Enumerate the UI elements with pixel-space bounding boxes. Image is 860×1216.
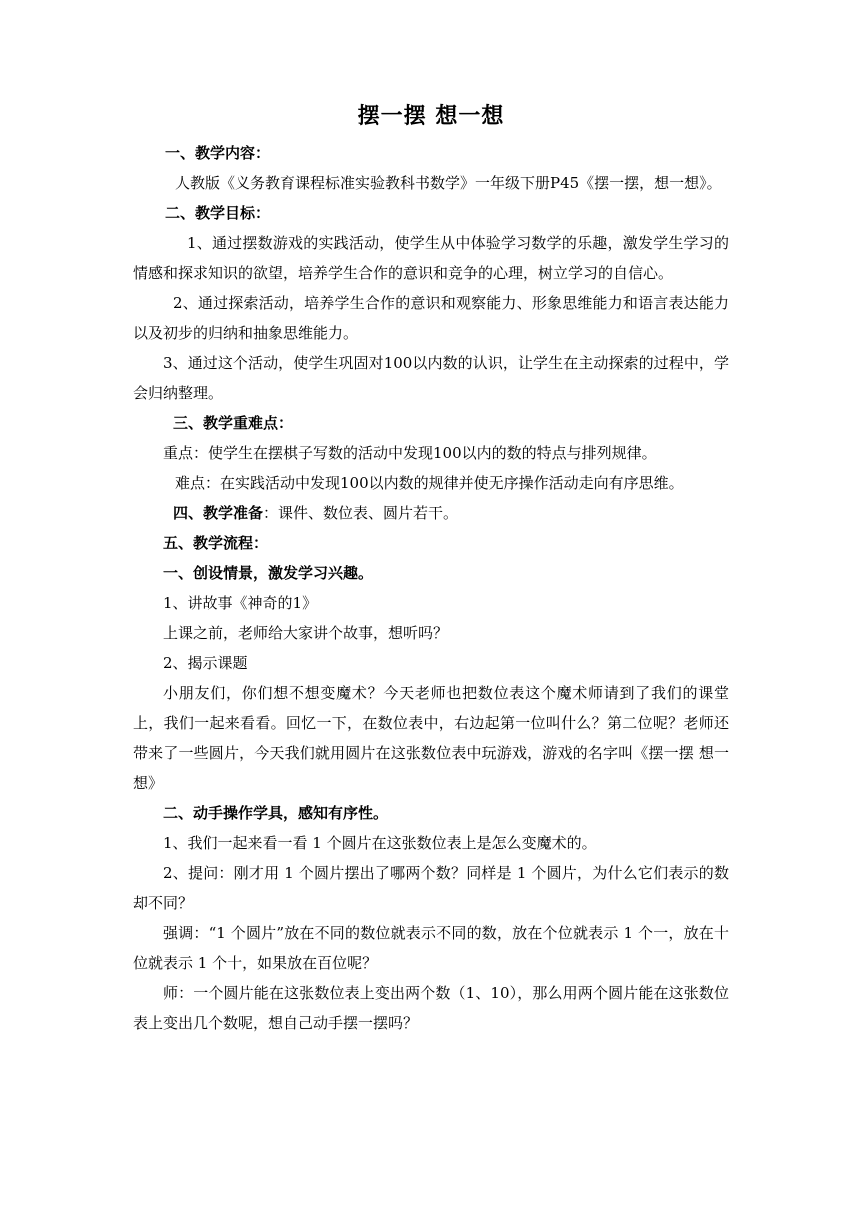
goal-item-1: 1、通过摆数游戏的实践活动，使学生从中体验学习数学的乐趣，激发学生学习的情感和探求知识的欲望，培养学生合作的意识和竞争的心理，树立学习的自信心。 xyxy=(133,234,729,282)
section-heading-process: 五、教学流程： xyxy=(163,534,269,552)
section-text-content: 人教版《义务教育课程标准实验教科书数学》一年级下册P45《摆一摆，想一想》。 xyxy=(175,174,722,192)
key-point-text: 重点：使学生在摆棋子写数的活动中发现100以内的数的特点与排列规律。 xyxy=(163,444,657,462)
section-heading-preparation: 四、教学准备 xyxy=(173,504,264,522)
goal-item-3: 3、通过这个活动，使学生巩固对100以内数的认识，让学生在主动探索的过程中，学会归纳整理。 xyxy=(133,354,729,402)
step1-item-1: 1、讲故事《神奇的1》 xyxy=(163,594,318,612)
section-preparation xyxy=(133,498,729,528)
section-heading-content: 一、教学内容： xyxy=(165,144,271,162)
step2-teacher: 师：一个圆片能在这张数位表上变出两个数（1、10），那么用两个圆片能在这张数位表上变出几个数呢，想自己动手摆一摆吗？ xyxy=(133,984,729,1032)
goal-item-2: 2、通过探索活动，培养学生合作的意识和观察能力、形象思维能力和语言表达能力以及初步的归纳和抽象思维能力。 xyxy=(133,294,729,342)
step1-item-2: 2、揭示课题 xyxy=(163,654,248,672)
step2-item-2: 2、提问：刚才用 1 个圆片摆出了哪两个数？同样是 1 个圆片，为什么它们表示的数却不同？ xyxy=(133,864,729,912)
step1-text-1: 上课之前，老师给大家讲个故事，想听吗？ xyxy=(163,624,449,642)
preparation-text: ：课件、数位表、圆片若干。 xyxy=(263,504,459,522)
difficult-point-text: 难点：在实践活动中发现100以内数的规律并使无序操作活动走向有序思维。 xyxy=(175,474,684,492)
step2-heading: 二、动手操作学具，感知有序性。 xyxy=(163,804,389,822)
section-heading-key-points: 三、教学重难点： xyxy=(173,414,294,432)
step2-emphasis: 强调：“1 个圆片”放在不同的数位就表示不同的数，放在个位就表示 1 个一，放在十位就表示 1 个十，如果放在百位呢？ xyxy=(133,924,729,972)
step1-heading: 一、创设情景，激发学习兴趣。 xyxy=(163,564,374,582)
document-title: 摆一摆 想一想 xyxy=(357,104,505,129)
section-heading-goals: 二、教学目标： xyxy=(165,204,271,222)
document-page xyxy=(133,96,729,1038)
step1-text-2: 小朋友们，你们想不想变魔术？今天老师也把数位表这个魔术师请到了我们的课堂上，我们一起来看看。回忆一下，在数位表中，右边起第一位叫什么？第二位呢？老师还带来了一些圆片，今天我们就用圆片在这张数位表中玩游戏，游戏的名字叫《摆一摆 想一想》 xyxy=(133,684,729,792)
step2-item-1: 1、我们一起来看一看 1 个圆片在这张数位表上是怎么变魔术的。 xyxy=(163,834,597,852)
